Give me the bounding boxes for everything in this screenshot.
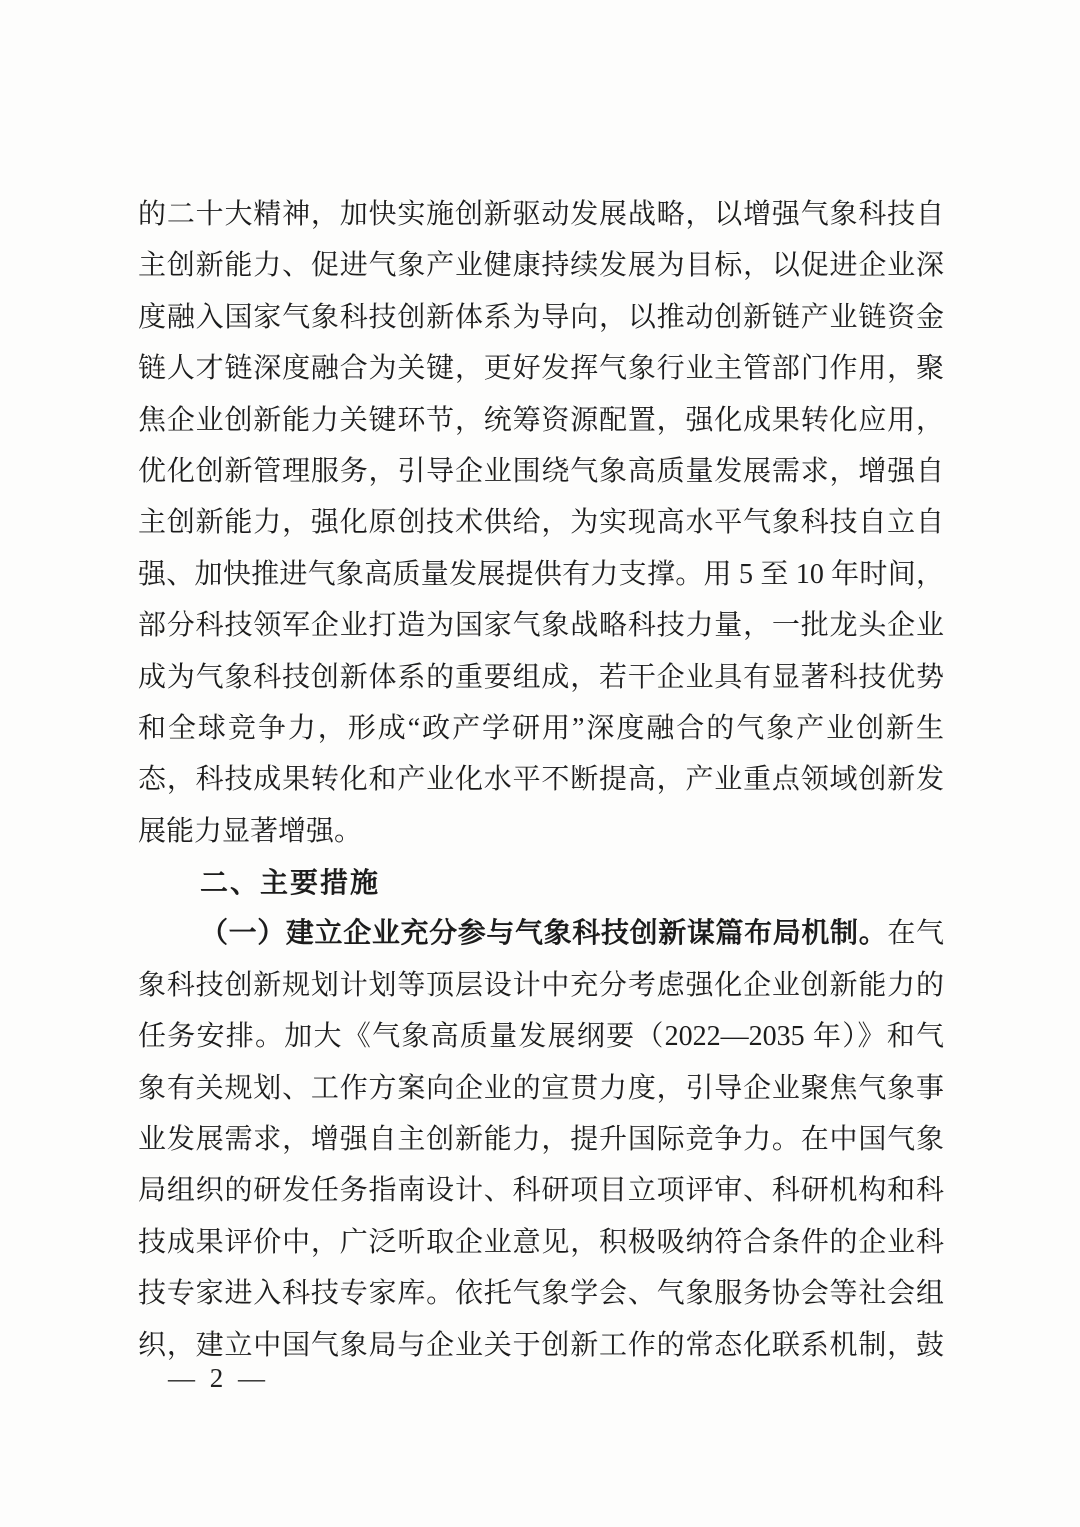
text-line: 象科技创新规划计划等顶层设计中充分考虑强化企业创新能力的 xyxy=(138,969,944,1001)
para2-lead-rest: 在气 xyxy=(887,918,944,950)
text-line: 业发展需求，增强自主创新能力，提升国际竞争力。在中国气象 xyxy=(138,1124,944,1156)
text-line: 主创新能力，强化原创技术供给，为实现高水平气象科技自立自 xyxy=(138,507,944,539)
text-line: 成为气象科技创新体系的重要组成，若干企业具有显著科技优势 xyxy=(138,661,944,693)
text-line: 部分科技领军企业打造为国家气象战略科技力量，一批龙头企业 xyxy=(138,610,944,642)
text-line: 链人才链深度融合为关键，更好发挥气象行业主管部门作用，聚 xyxy=(138,353,944,385)
text-line: 优化创新管理服务，引导企业围绕气象高质量发展需求，增强自 xyxy=(138,455,944,487)
text-line: 象有关规划、工作方案向企业的宣贯力度，引导企业聚焦气象事 xyxy=(138,1072,944,1104)
text-line: 度融入国家气象科技创新体系为导向，以推动创新链产业链资金 xyxy=(138,301,944,333)
text-line: 展能力显著增强。 xyxy=(138,815,363,847)
text-line: 焦企业创新能力关键环节，统筹资源配置，强化成果转化应用， xyxy=(138,404,944,436)
text-line: 的二十大精神，加快实施创新驱动发展战略，以增强气象科技自 xyxy=(138,199,944,230)
body-text-column xyxy=(138,189,944,1371)
text-line: 技专家进入科技专家库。依托气象学会、气象服务协会等社会组 xyxy=(138,1278,944,1310)
text-line: 任务安排。加大《气象高质量发展纲要（2022—2035 年）》和气 xyxy=(138,1021,944,1053)
text-line: 织，建立中国气象局与企业关于创新工作的常态化联系机制，鼓 xyxy=(138,1329,944,1361)
section-heading: 二、主要措施 xyxy=(200,867,381,899)
text-line: 强、加快推进气象高质量发展提供有力支撑。用 5 至 10 年时间， xyxy=(138,558,944,590)
page-number: — 2 — xyxy=(168,1363,269,1393)
text-line: 和全球竞争力，形成“政产学研用”深度融合的气象产业创新生 xyxy=(138,712,944,744)
text-line xyxy=(138,908,944,959)
text-line: 技成果评价中，广泛听取企业意见，积极吸纳符合条件的企业科 xyxy=(138,1226,944,1258)
text-line: 局组织的研发任务指南设计、科研项目立项评审、科研机构和科 xyxy=(138,1175,944,1207)
text-line: 主创新能力、促进气象产业健康持续发展为目标，以促进企业深 xyxy=(138,250,944,282)
text-line: 态，科技成果转化和产业化水平不断提高，产业重点领域创新发 xyxy=(138,764,944,796)
para2-lead-bold: （一）建立企业充分参与气象科技创新谋篇布局机制。 xyxy=(200,918,888,950)
